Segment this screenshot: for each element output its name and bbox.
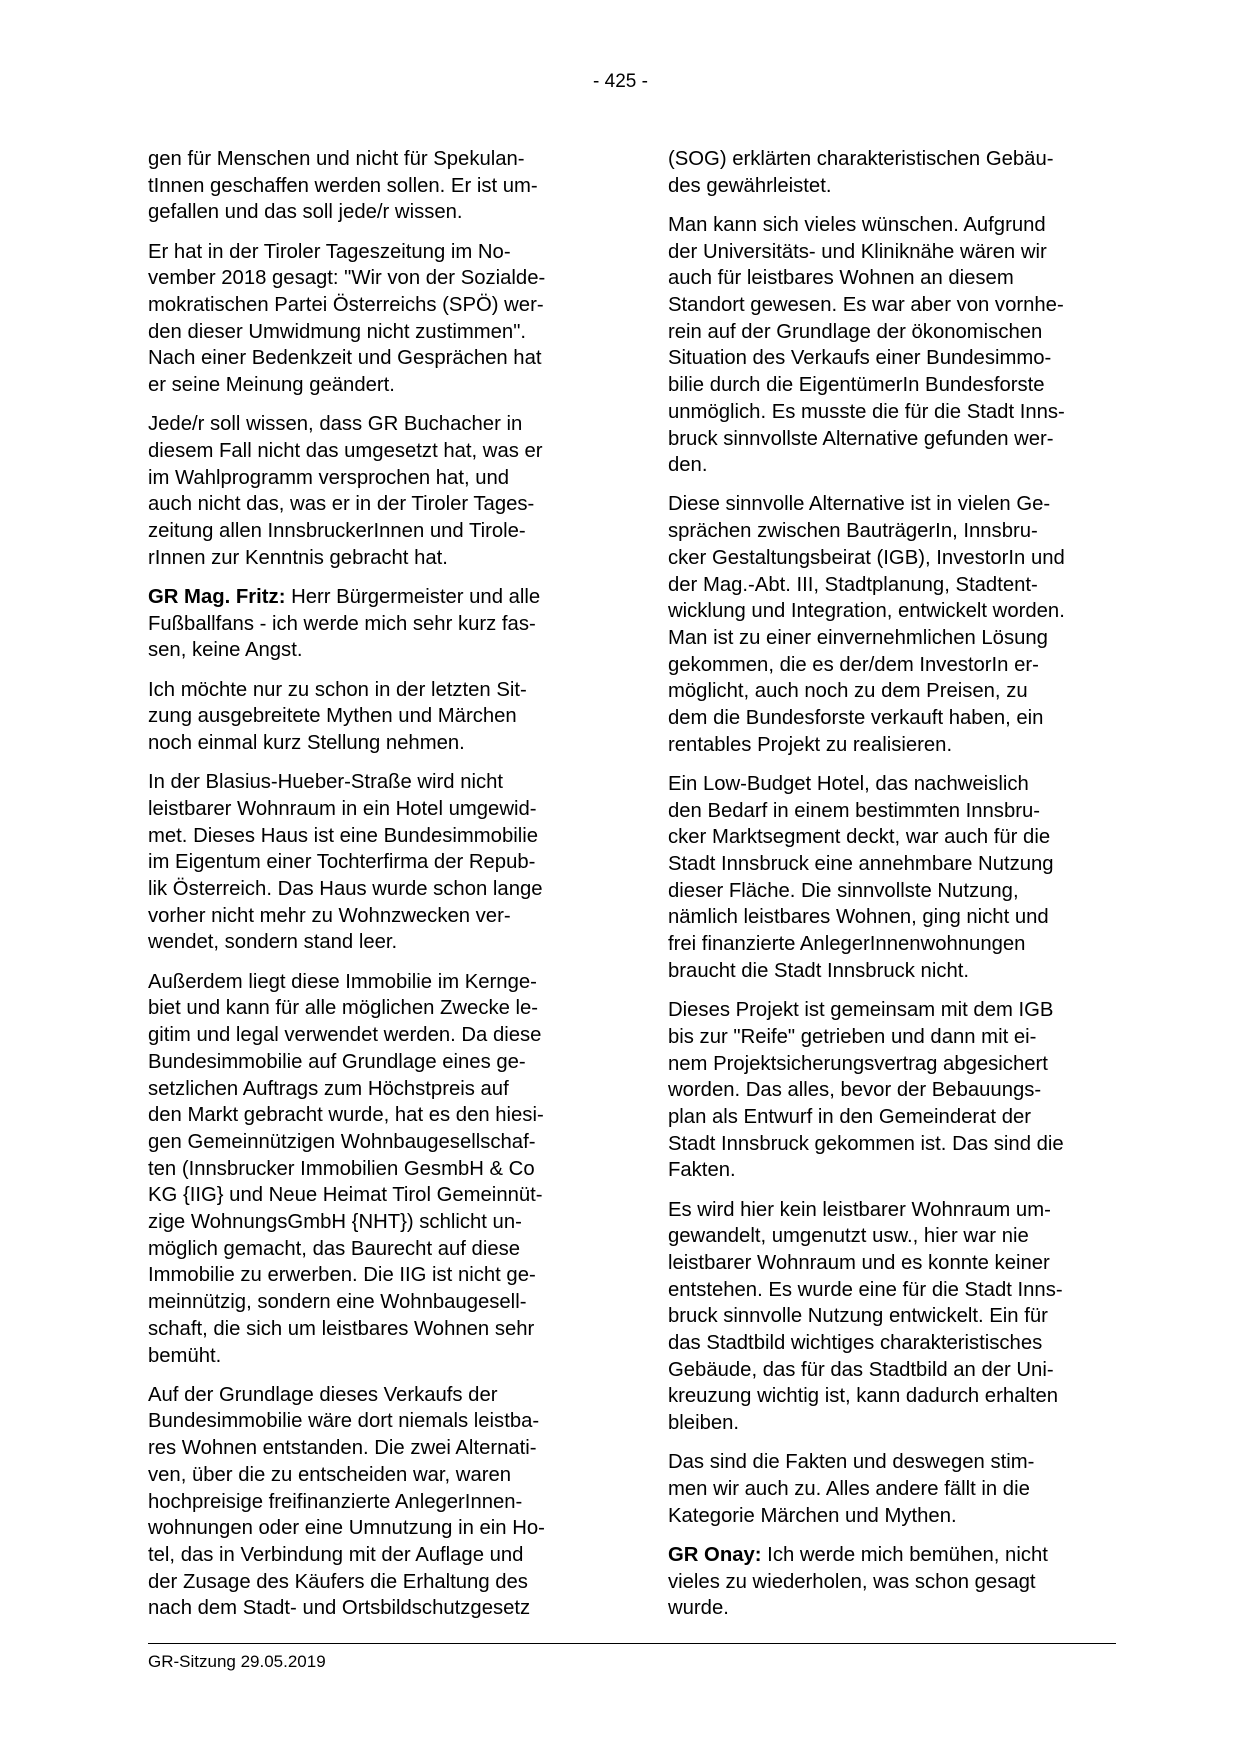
paragraph: Dieses Projekt ist gemeinsam mit dem IGB bis zur "Reife" getrieben und dann mit ei- nem Projektsicherungsvertrag abgesichert worden. Das alles, bevor der Bebauungs- plan als Entwurf in den Gemeinderat der Stadt Innsbruck gekommen ist. Das sind die Fakten. [668,999,1064,1182]
footer-divider [148,1643,1116,1644]
paragraph: Diese sinnvolle Alternative ist in vielen Ge- sprächen zwischen BauträgerIn, Innsbru- cker Gestaltungsbeirat (IGB), InvestorIn und der Mag.-Abt. III, Stadtplanung, Stadtent- wicklung und Integration, entwickelt worden. Man ist zu einer einvernehmlichen Lösung gekommen, die es der/dem InvestorIn er- möglicht, auch noch zu dem Preisen, zu dem die Bundesforste verkauft haben, ein rentables Projekt zu realisieren. [668,493,1065,756]
paragraph: Es wird hier kein leistbarer Wohnraum um- gewandelt, umgenutzt usw., hier war nie leistbarer Wohnraum und es konnte keiner entstehen. Es wurde eine für die Stadt Inns- bruck sinnvolle Nutzung entwickelt. Ein für das Stadtbild wichtiges charakteristisches Gebäude, das für das Stadtbild an der Uni- kreuzung wichtig ist, kann dadurch erhalten bleiben. [668,1198,1063,1435]
paragraph: Ich möchte nur zu schon in der letzten Sit- zung ausgebreitete Mythen und Märchen noch einmal kurz Stellung nehmen. [148,678,527,755]
paragraph: Auf der Grundlage dieses Verkaufs der Bundesimmobilie wäre dort niemals leistba- res Wohnen entstanden. Die zwei Alternati- ven, über die zu entscheiden war, waren hochpreisige freifinanzierte AnlegerInnen- wohnungen oder eine Umnutzung in ein Ho- tel, das in Verbindung mit der Auflage und der Zusage des Käufers die Erhaltung des nach dem Stadt- und Ortsbildschutzgesetz [148,1383,545,1620]
paragraph: Außerdem liegt diese Immobilie im Kernge- biet und kann für alle möglichen Zwecke le- gitim und legal verwendet werden. Da diese Bundesimmobilie auf Grundlage eines ge- setzlichen Auftrags zum Höchstpreis auf den Markt gebracht wurde, hat es den hiesi- gen Gemeinnützigen Wohnbaugesellschaf- ten (Innsbrucker Immobilien GesmbH & Co KG {IIG} und Neue Heimat Tirol Gemeinnüt- zige WohnungsGmbH {NHT}) schlicht un- möglich gemacht, das Baurecht auf diese Immobilie zu erwerben. Die IIG ist nicht ge- meinnützig, sondern eine Wohnbaugesell- schaft, die sich um leistbares Wohnen sehr bemüht. [148,970,544,1367]
page-number: - 425 - [593,71,648,92]
paragraph: Ein Low-Budget Hotel, das nachweislich den Bedarf in einem bestimmten Innsbru- cker Marktsegment deckt, war auch für die Stadt Innsbruck eine annehmbare Nutzung dieser Fläche. Die sinnvollste Nutzung, nämlich leistbares Wohnen, ging nicht und frei finanzierte AnlegerInnenwohnungen braucht die Stadt Innsbruck nicht. [668,772,1054,982]
speaker-text: Herr Bürgermeister und alle Fußballfans - ich werde mich sehr kurz fas- sen, keine Angst. [148,586,541,662]
right-column [668,146,1113,1635]
left-column [148,146,593,1635]
speaker-text: Ich werde mich bemühen, nicht vieles zu wiederholen, was schon gesagt wurde. [668,1543,1048,1620]
paragraph: (SOG) erklärten charakteristischen Gebäu- des gewährleistet. [668,148,1054,197]
paragraph: Das sind die Fakten und deswegen stim- men wir auch zu. Alles andere fällt in die Kategorie Märchen und Mythen. [668,1451,1035,1527]
paragraph: In der Blasius-Hueber-Straße wird nicht leistbarer Wohnraum in ein Hotel umgewid- met. Dieses Haus ist eine Bundesimmobilie im Eigentum einer Tochterfirma der Repub- lik Österreich. Das Haus wurde schon lange vorher nicht mehr zu Wohnzwecken ver- wendet, sondern stand leer. [148,771,543,954]
paragraph: Er hat in der Tiroler Tageszeitung im No- vember 2018 gesagt: "Wir von der Sozialde- mokratischen Partei Österreichs (SPÖ) wer- den dieser Umwidmung nicht zustimmen". Nach einer Bedenkzeit und Gesprächen hat er seine Meinung geändert. [148,240,546,397]
speaker-paragraph [668,1542,1113,1622]
footer-session-date: GR-Sitzung 29.05.2019 [148,1652,326,1671]
speaker-paragraph [148,584,593,664]
speaker-name: GR Mag. Fritz: [148,586,286,609]
paragraph: gen für Menschen und nicht für Spekulan- tInnen geschaffen werden sollen. Er ist um- gefallen und das soll jede/r wissen. [148,148,538,224]
speaker-name: GR Onay: [668,1543,762,1566]
paragraph: Man kann sich vieles wünschen. Aufgrund der Universitäts- und Kliniknähe wären wir auch für leistbares Wohnen an diesem Standort gewesen. Es war aber von vornhe- rein auf der Grundlage der ökonomischen Situation des Verkaufs einer Bundesimmo- bilie durch die EigentümerIn Bundesforste unmöglich. Es musste die für die Stadt Inns- bruck sinnvollste Alternative gefunden wer- den. [668,213,1065,477]
paragraph: Jede/r soll wissen, dass GR Buchacher in diesem Fall nicht das umgesetzt hat, was er im Wahlprogramm versprochen hat, und auch nicht das, was er in der Tiroler Tages- zeitung allen InnsbruckerInnen und Tirole- rInnen zur Kenntnis gebracht hat. [148,413,543,569]
